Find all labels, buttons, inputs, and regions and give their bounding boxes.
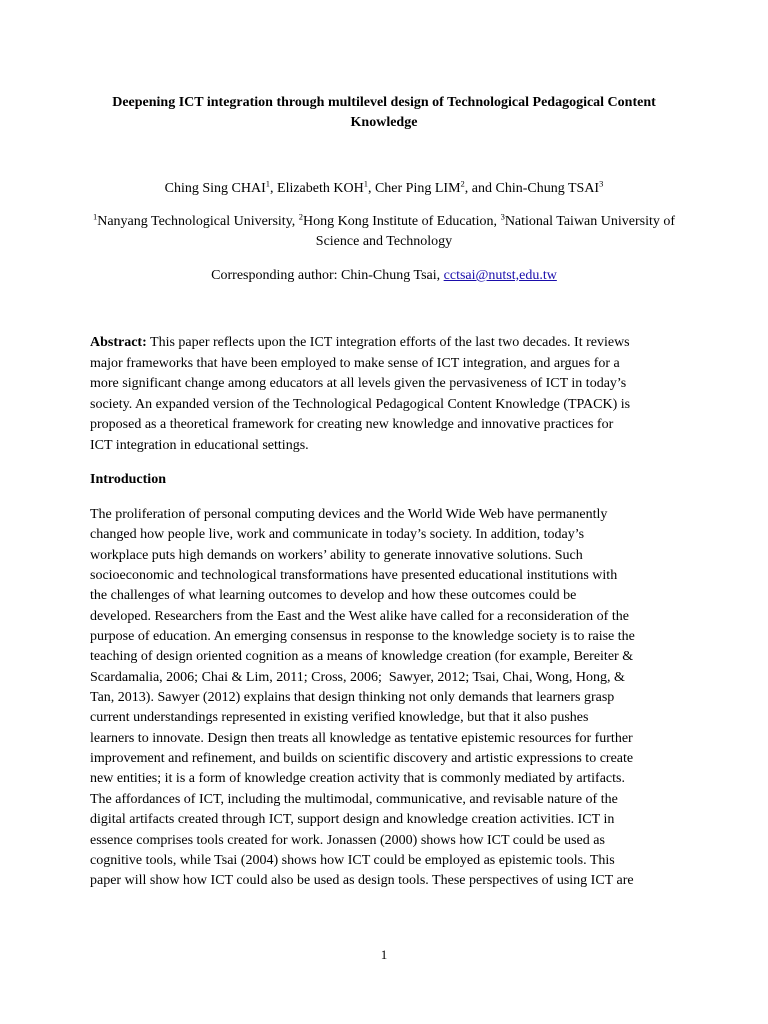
page-number: 1 — [380, 947, 388, 962]
author-affiliation-marker: 1 — [265, 178, 271, 189]
body-line: new entities; it is a form of knowledge creation activity that is commonly mediated by artifacts. — [90, 771, 625, 787]
body-line: changed how people live, work and communicate in today’s society. In addition, today’s — [90, 527, 585, 543]
body-line: workplace puts high demands on workers’ ability to generate innovative solutions. Such — [90, 547, 583, 563]
author-name: Ching Sing CHAI — [164, 181, 266, 196]
author-separator: , — [367, 181, 375, 196]
body-line: The affordances of ICT, including the multimodal, communicative, and revisable nature of the — [90, 791, 618, 807]
body-line: current understandings represented in existing verified knowledge, but that it also pushes — [90, 710, 589, 726]
body-line: purpose of education. An emerging consensus in response to the knowledge society is to raise the — [90, 629, 635, 645]
body-line: Tan, 2013). Sawyer (2012) explains that design thinking not only demands that learners grasp — [90, 690, 615, 706]
body-line: essence comprises tools created for work. Jonassen (2000) shows how ICT could be used as — [90, 832, 605, 848]
affiliation-marker: 2 — [298, 211, 304, 222]
body-line: improvement and refinement, and builds on scientific discovery and artistic expressions to create — [90, 751, 634, 767]
corresponding-label: Corresponding author: Chin-Chung Tsai, — [211, 268, 444, 283]
author-separator: , — [270, 181, 278, 196]
abstract-text: This paper reflects upon the ICT integration efforts of the last two decades. It reviews — [146, 335, 630, 350]
body-line: socioeconomic and technological transformations have presented educational institutions with — [90, 568, 618, 584]
abstract-line: ICT integration in educational settings. — [90, 437, 309, 453]
paper-title: Deepening ICT integration through multilevel design of Technological Pedagogical Content Knowledge — [112, 95, 656, 130]
abstract-line: more significant change among educators at all levels given the pervasiveness of ICT in today’s — [90, 376, 627, 391]
affiliations — [80, 212, 688, 252]
author-name: Cher Ping LIM — [374, 181, 461, 196]
affiliation-text: National Taiwan University of Science and Technology — [315, 214, 676, 249]
abstract-line: proposed as a theoretical framework for creating new knowledge and innovative practices for — [90, 417, 614, 432]
author-name: Chin-Chung TSAI — [495, 181, 600, 196]
author-affiliation-marker: 1 — [363, 178, 368, 189]
author-list — [60, 179, 708, 199]
abstract-label: Abstract: — [90, 335, 147, 350]
affiliation-text: Hong Kong Institute of Education, — [303, 214, 501, 229]
abstract-section — [90, 333, 688, 456]
body-line: teaching of design oriented cognition as a means of knowledge creation (for example, Bereiter & — [90, 649, 634, 665]
author-affiliation-marker: 3 — [599, 178, 604, 189]
body-line: The proliferation of personal computing devices and the World Wide Web have permanently — [90, 507, 608, 522]
body-line: learners to innovate. Design then treats all knowledge as tentative epistemic resources for further — [90, 730, 633, 746]
author-name: Elizabeth KOH — [277, 181, 364, 196]
affiliation-marker: 3 — [500, 211, 505, 222]
introduction-body — [90, 505, 690, 892]
body-line: digital artifacts created through ICT, support design and knowledge creation activities. ICT in — [90, 812, 615, 828]
body-line: paper will show how ICT could also be used as design tools. These perspectives of using ICT are — [90, 873, 634, 889]
body-line: cognitive tools, while Tsai (2004) shows how ICT could be employed as epistemic tools. This — [90, 852, 615, 868]
affiliation-text: Nanyang Technological University, — [97, 214, 299, 229]
section-heading-introduction: Introduction — [90, 472, 166, 487]
abstract-line — [90, 333, 688, 354]
corresponding-author — [60, 266, 708, 286]
author-separator: , and — [464, 181, 496, 196]
body-line: the challenges of what learning outcomes to develop and how these outcomes could be — [90, 588, 577, 604]
corresponding-email-link[interactable]: cctsai@nutst,edu.tw — [443, 268, 557, 283]
author-affiliation-marker: 2 — [460, 178, 465, 189]
affiliation-marker: 1 — [92, 211, 98, 222]
abstract-line: society. An expanded version of the Technological Pedagogical Content Knowledge (TPACK) is — [90, 396, 631, 412]
abstract-line: major frameworks that have been employed to make sense of ICT integration, and argues for a — [90, 355, 620, 371]
body-line: Scardamalia, 2006; Chai & Lim, 2011; Cross, 2006; Sawyer, 2012; Tsai, Chai, Wong, Hong, & — [90, 669, 625, 685]
body-line: developed. Researchers from the East and the West alike have called for a reconsideration of the — [90, 608, 629, 624]
